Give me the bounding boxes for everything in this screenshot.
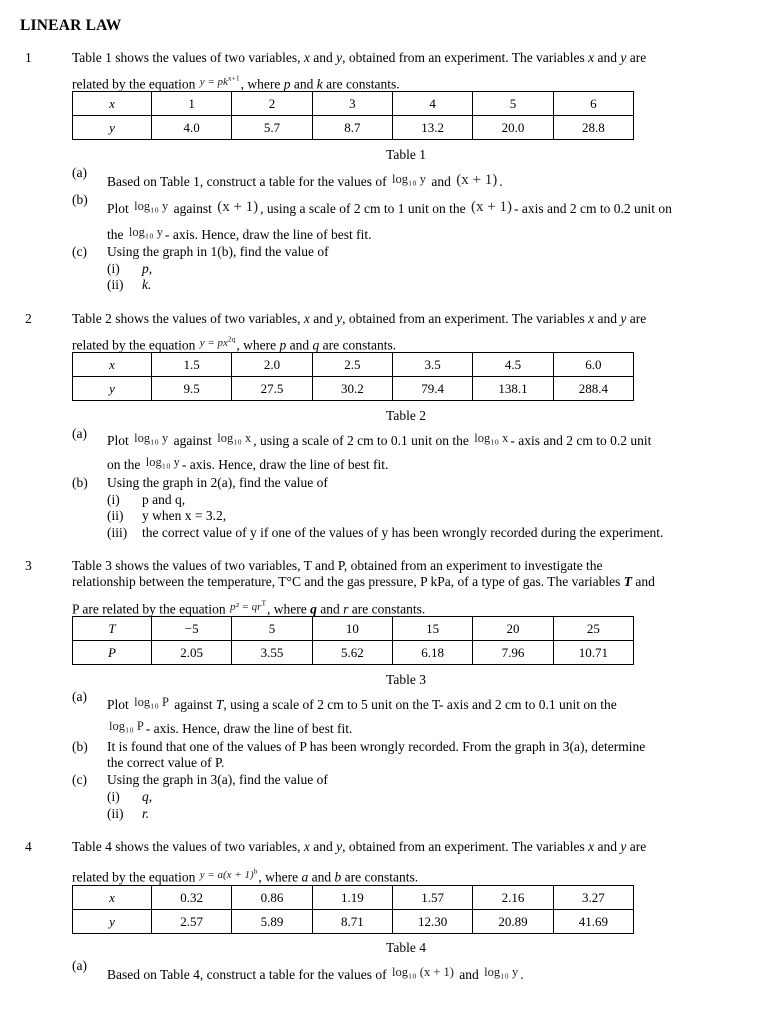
- var-x: x: [588, 839, 595, 854]
- table-cell: 7.96: [473, 641, 553, 665]
- part-c-text: Using the graph in 1(b), find the value of: [107, 244, 329, 259]
- table-row: [73, 910, 634, 934]
- part-b-text: Using the graph in 2(a), find the value of: [107, 475, 328, 490]
- table-cell: 10: [312, 617, 392, 641]
- part-a-text: [107, 967, 524, 983]
- part-b-text: [107, 201, 672, 217]
- math-log: log₁₀ P: [109, 719, 144, 733]
- table-cell: 12.30: [392, 910, 472, 934]
- var-x: x: [303, 311, 310, 326]
- table-cell: 13.2: [392, 116, 472, 140]
- part-text: - axis. Hence, draw the line of best fit.: [181, 457, 389, 472]
- part-text: .: [520, 967, 524, 982]
- table-cell: 288.4: [553, 377, 633, 401]
- relation-text: , where: [267, 601, 311, 617]
- subpart-answer: k.: [142, 277, 152, 292]
- table-cell: 20.0: [473, 116, 553, 140]
- question-intro: Table 3 shows the values of two variables, T and P, obtained from an experiment to investigate the: [72, 558, 603, 573]
- part-a-text: [107, 697, 617, 713]
- table-cell: 6: [553, 92, 633, 116]
- equation: [229, 598, 267, 613]
- table-cell: 0.86: [232, 886, 312, 910]
- intro-text: , obtained from an experiment. The variables: [342, 50, 589, 65]
- part-text: , using a scale of 2 cm to 5 unit on the T- axis and 2 cm to 0.1 unit on the: [223, 697, 617, 712]
- question-intro: [72, 839, 646, 855]
- relation-text: related by the equation: [72, 76, 199, 92]
- row-label: y: [73, 116, 152, 140]
- part-text: against: [170, 697, 216, 712]
- math-log: log₁₀ y: [145, 455, 180, 469]
- var-y: y: [620, 311, 627, 326]
- question-intro: [72, 311, 646, 327]
- math-expression: (x + 1): [456, 172, 498, 188]
- table-row: [73, 617, 634, 641]
- table-cell: 3.55: [232, 641, 312, 665]
- part-b-text-continued: the correct value of P.: [107, 755, 225, 770]
- equation-base: y = a(x + 1): [199, 868, 254, 881]
- relation-text: are constants.: [348, 601, 426, 617]
- table-cell: 28.8: [553, 116, 633, 140]
- var-y: y: [336, 839, 343, 854]
- var-q: q: [310, 601, 317, 617]
- relation-text: and: [286, 337, 313, 353]
- part-text: - axis and 2 cm to 0.2 unit on: [513, 201, 672, 216]
- math-log: log₁₀ y: [484, 965, 519, 979]
- part-label: (b): [72, 192, 88, 207]
- math-log: log₁₀ x: [474, 431, 509, 445]
- part-label: (a): [72, 165, 87, 180]
- var-q: q: [312, 337, 320, 353]
- part-text: the: [107, 227, 127, 242]
- table-cell: 1.19: [312, 886, 392, 910]
- part-text: against: [170, 433, 216, 448]
- part-text: Based on Table 1, construct a table for the values of: [107, 174, 390, 189]
- relation-text: related by the equation: [72, 337, 199, 353]
- equation-base: p² = qr: [229, 600, 262, 613]
- table-cell: 2.05: [152, 641, 232, 665]
- subpart-text: [142, 789, 152, 805]
- var-T: T: [215, 697, 224, 712]
- relation-text: and: [316, 601, 344, 617]
- table-cell: 27.5: [232, 377, 312, 401]
- question-number: 1: [25, 50, 32, 65]
- intro-text: °C and the gas pressure, P kPa, of a type of gas. The variables: [286, 574, 624, 589]
- table-cell: 2.0: [232, 353, 312, 377]
- table-cell: 5: [473, 92, 553, 116]
- math-log: log₁₀ y: [391, 172, 427, 186]
- intro-text: Table 2 shows the values of two variables,: [72, 311, 304, 326]
- intro-text: and: [309, 839, 337, 854]
- row-label: x: [73, 353, 152, 377]
- part-c-text: Using the graph in 3(a), find the value of: [107, 772, 328, 787]
- var-y: y: [620, 50, 627, 65]
- table-cell: 25: [553, 617, 633, 641]
- relation-text: , where: [236, 337, 280, 353]
- equation: [199, 866, 259, 881]
- row-label: y: [73, 910, 152, 934]
- table-row: [73, 92, 634, 116]
- data-table-4: [72, 885, 634, 934]
- table-cell: 10.71: [553, 641, 633, 665]
- table-cell: 3.27: [553, 886, 633, 910]
- math-log: log₁₀ y: [134, 431, 169, 445]
- table-cell: 8.71: [312, 910, 392, 934]
- table-cell: 1.57: [392, 886, 472, 910]
- table-cell: 5: [232, 617, 312, 641]
- var-x: x: [588, 50, 595, 65]
- part-a-text-continued: [107, 721, 352, 737]
- part-text: against: [170, 201, 216, 216]
- math-expression: (x + 1): [471, 199, 512, 215]
- relation-text: , where: [240, 76, 284, 92]
- data-table-1: [72, 91, 634, 140]
- equation-base: y = px: [199, 336, 228, 349]
- intro-text: Table 1 shows the values of two variables,: [72, 50, 304, 65]
- part-label: (c): [72, 772, 87, 787]
- table-caption: Table 2: [386, 408, 426, 423]
- var-p: p: [279, 337, 287, 353]
- relation-text: are constants.: [322, 76, 400, 92]
- table-cell: 3: [312, 92, 392, 116]
- row-label: x: [73, 886, 152, 910]
- relation-text: are constants.: [341, 869, 419, 885]
- table-cell: 2.5: [312, 353, 392, 377]
- table-cell: 138.1: [473, 377, 553, 401]
- part-text: Based on Table 4, construct a table for the values of: [107, 967, 390, 982]
- table-cell: 20.89: [473, 910, 553, 934]
- intro-text: and: [309, 50, 337, 65]
- part-text: and: [428, 174, 455, 189]
- subpart-label: (iii): [107, 525, 128, 540]
- part-text: on the: [107, 457, 144, 472]
- table-cell: 5.89: [232, 910, 312, 934]
- part-text: , using a scale of 2 cm to 1 unit on the: [260, 201, 470, 216]
- subpart-text: the correct value of y if one of the values of y has been wrongly recorded during the experiment.: [142, 525, 664, 540]
- part-text: , using a scale of 2 cm to 0.1 unit on the: [253, 433, 473, 448]
- part-text: and: [455, 967, 483, 982]
- relation-text: and: [290, 76, 317, 92]
- part-label: (b): [72, 739, 88, 754]
- row-label: P: [73, 641, 152, 665]
- part-text: .: [499, 174, 503, 189]
- table-row: [73, 641, 634, 665]
- table-cell: −5: [152, 617, 232, 641]
- table-cell: 8.7: [312, 116, 392, 140]
- subpart-answer: q,: [142, 789, 153, 804]
- table-cell: 3.5: [392, 353, 472, 377]
- math-log: log₁₀ y: [128, 225, 163, 239]
- table-cell: 2: [232, 92, 312, 116]
- intro-text: and: [594, 839, 621, 854]
- var-T: T: [623, 574, 632, 589]
- part-text: - axis. Hence, draw the line of best fit.: [145, 721, 353, 736]
- var-x: x: [303, 50, 310, 65]
- equation: [199, 334, 237, 349]
- subpart-label: (ii): [107, 277, 124, 292]
- table-cell: 15: [392, 617, 472, 641]
- var-a: a: [301, 869, 309, 885]
- table-cell: 6.0: [553, 353, 633, 377]
- table-cell: 4.0: [152, 116, 232, 140]
- row-label: x: [73, 92, 152, 116]
- math-expression: (x + 1): [217, 199, 259, 215]
- question-intro-line2: [72, 574, 655, 590]
- table-caption: Table 1: [386, 147, 426, 162]
- relation-text: , where: [258, 869, 302, 885]
- var-p: p: [283, 76, 291, 92]
- table-caption: Table 4: [386, 940, 426, 955]
- equation-exponent: b: [253, 866, 258, 875]
- question-number: 4: [25, 839, 32, 854]
- part-text: Plot: [107, 433, 133, 448]
- intro-text: are: [626, 311, 647, 326]
- var-k: k: [316, 76, 323, 92]
- table-cell: 1: [152, 92, 232, 116]
- equation-exponent: T: [261, 598, 267, 607]
- relation-text: related by the equation: [72, 869, 199, 885]
- intro-text: and: [632, 574, 655, 589]
- part-a-text: [107, 433, 651, 449]
- table-cell: 1.5: [152, 353, 232, 377]
- table-row: [73, 377, 634, 401]
- math-log: log₁₀ P: [134, 695, 169, 709]
- table-cell: 5.7: [232, 116, 312, 140]
- intro-text: and: [309, 311, 337, 326]
- subpart-label: (ii): [107, 508, 124, 523]
- table-row: [73, 353, 634, 377]
- math-log: log₁₀ y: [134, 199, 169, 213]
- table-cell: 20: [473, 617, 553, 641]
- part-label: (c): [72, 244, 87, 259]
- var-y: y: [620, 839, 627, 854]
- math-log: log₁₀ x: [217, 431, 252, 445]
- intro-text: are: [626, 839, 647, 854]
- part-label: (a): [72, 958, 87, 973]
- intro-text: and: [594, 311, 621, 326]
- table-cell: 41.69: [553, 910, 633, 934]
- subpart-text: [142, 806, 149, 822]
- math-log: log₁₀ (x + 1): [391, 965, 454, 979]
- subpart-label: (i): [107, 492, 120, 507]
- subpart-text: [142, 277, 151, 293]
- relation-text: and: [308, 869, 335, 885]
- part-label: (a): [72, 689, 87, 704]
- part-text: - axis. Hence, draw the line of best fit.: [164, 227, 372, 242]
- question-intro: [72, 50, 646, 66]
- part-label: (a): [72, 426, 87, 441]
- intro-text: , obtained from an experiment. The variables: [342, 311, 589, 326]
- subpart-text: [142, 261, 152, 277]
- subpart-label: (i): [107, 261, 120, 276]
- subpart-answer: p,: [142, 261, 153, 276]
- relation-text: are constants.: [319, 337, 397, 353]
- part-text: - axis and 2 cm to 0.2 unit: [510, 433, 652, 448]
- row-label: T: [73, 617, 152, 641]
- table-cell: 2.16: [473, 886, 553, 910]
- subpart-label: (i): [107, 789, 120, 804]
- equation-exponent: x+1: [227, 73, 240, 82]
- subpart-label: (ii): [107, 806, 124, 821]
- table-row: [73, 886, 634, 910]
- row-label: y: [73, 377, 152, 401]
- part-a-text-continued: [107, 457, 388, 473]
- intro-text: and: [594, 50, 621, 65]
- subpart-answer: r.: [142, 806, 150, 821]
- table-cell: 2.57: [152, 910, 232, 934]
- part-b-text-continued: [107, 227, 372, 243]
- data-table-2: [72, 352, 634, 401]
- equation-exponent: 2q: [227, 334, 236, 343]
- table-row: [73, 116, 634, 140]
- equation-base: y = pk: [199, 75, 228, 88]
- var-r: r: [343, 601, 349, 617]
- table-cell: 30.2: [312, 377, 392, 401]
- part-a-text: [107, 174, 503, 190]
- intro-text: are: [626, 50, 647, 65]
- part-b-text: It is found that one of the values of P has been wrongly recorded. From the graph in 3(a), determine: [107, 739, 646, 754]
- table-cell: 5.62: [312, 641, 392, 665]
- table-cell: 4.5: [473, 353, 553, 377]
- equation: [199, 73, 241, 88]
- var-y: y: [336, 50, 343, 65]
- question-number: 3: [25, 558, 32, 573]
- intro-text: Table 4 shows the values of two variables,: [72, 839, 304, 854]
- var-b: b: [334, 869, 342, 885]
- intro-text: relationship between the temperature, T: [72, 574, 287, 589]
- subpart-text: y when x = 3.2,: [142, 508, 227, 523]
- var-y: y: [336, 311, 343, 326]
- intro-text: , obtained from an experiment. The variables: [342, 839, 589, 854]
- part-text: Plot: [107, 697, 133, 712]
- subpart-text: p and q,: [142, 492, 186, 507]
- relation-text: P are related by the equation: [72, 601, 229, 617]
- page-title: LINEAR LAW: [20, 17, 122, 34]
- question-relation: [72, 867, 418, 887]
- table-cell: 6.18: [392, 641, 472, 665]
- var-x: x: [303, 839, 310, 854]
- var-x: x: [588, 311, 595, 326]
- part-label: (b): [72, 475, 88, 490]
- table-caption: Table 3: [386, 672, 426, 687]
- table-cell: 9.5: [152, 377, 232, 401]
- question-number: 2: [25, 311, 32, 326]
- data-table-3: [72, 616, 634, 665]
- table-cell: 0.32: [152, 886, 232, 910]
- table-cell: 4: [392, 92, 472, 116]
- table-cell: 79.4: [392, 377, 472, 401]
- part-text: Plot: [107, 201, 133, 216]
